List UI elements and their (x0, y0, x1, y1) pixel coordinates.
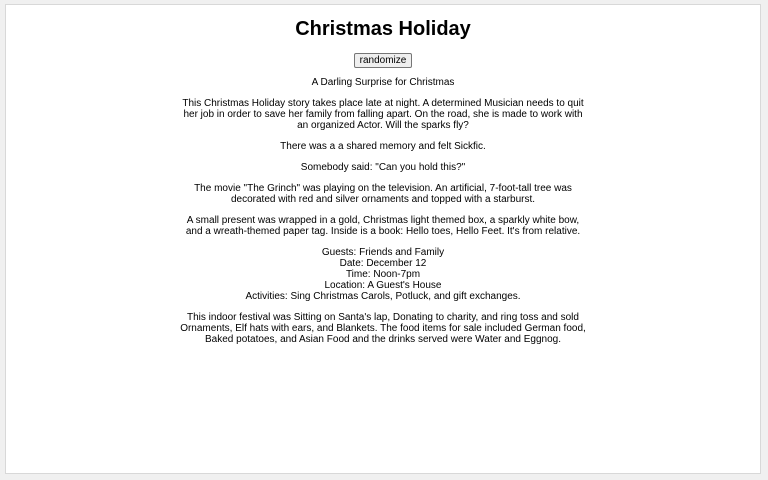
story-content (178, 17, 588, 345)
story-subtitle: A Darling Surprise for Christmas (311, 77, 455, 88)
page-title: Christmas Holiday (295, 18, 471, 40)
story-synopsis: This Christmas Holiday story takes place late at night. A determined Musician needs to quit her job in order to save her family from falling apart. On the road, she is made to work with an organized Actor. Will the sparks fly? (182, 98, 584, 131)
story-memory: There was a a shared memory and felt Sickfic. (280, 141, 486, 152)
page-frame (5, 4, 761, 474)
event-guests: Guests: Friends and Family (321, 247, 445, 258)
event-details (178, 247, 588, 302)
story-scene: The movie "The Grinch" was playing on the television. An artificial, 7-foot-tall tree was decorated with red and silver ornaments and topped with a starburst. (194, 183, 572, 205)
story-present: A small present was wrapped in a gold, Christmas light themed box, a sparkly white bow, and a wreath-themed paper tag. Inside is a book: Hello toes, Hello Feet. It's from relative. (185, 215, 581, 237)
event-activities: Activities: Sing Christmas Carols, Potluck, and gift exchanges. (245, 291, 521, 302)
story-quote: Somebody said: "Can you hold this?" (300, 162, 466, 173)
event-date: Date: December 12 (339, 258, 427, 269)
event-time: Time: Noon-7pm (345, 269, 421, 280)
story-festival: This indoor festival was Sitting on Santa's lap, Donating to charity, and ring toss and sold Ornaments, Elf hats with ears, and Blankets. The food items for sale included German food, Baked potatoes, and Asian Food and the drinks served were Water and Eggnog. (180, 312, 586, 345)
randomize-button[interactable]: randomize (354, 53, 413, 68)
button-row (178, 53, 588, 67)
event-location: Location: A Guest's House (324, 280, 442, 291)
